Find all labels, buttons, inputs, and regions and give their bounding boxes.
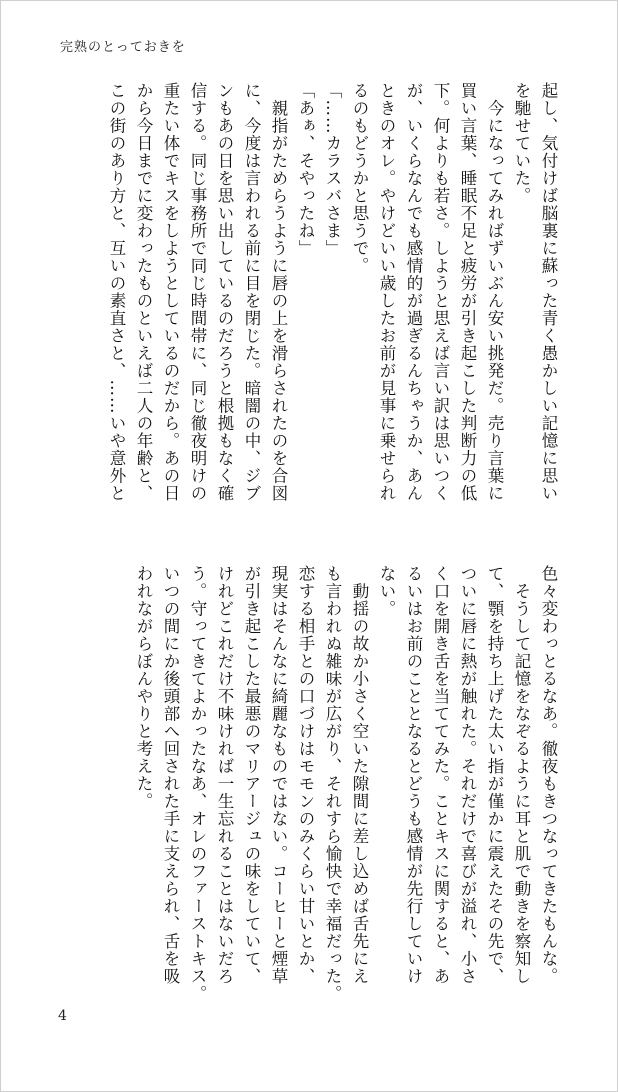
text-line: この街のあり方と、互いの素直さと、……いや意外と (107, 82, 126, 502)
text-line: が、いくらなんでも感情的が過ぎるんちゃうか、あん (404, 82, 423, 502)
lower-text-block (52, 565, 562, 1011)
text-line: ときのオレ。やけどいい歳したお前が見事に乗せられ (377, 82, 396, 502)
text-line: そうして記憶をなぞるように耳と肌で動きを察知し (512, 565, 531, 985)
text-line: ない。 (377, 565, 396, 618)
text-line: るいはお前のこととなるとどうも感情が先行していけ (404, 565, 423, 985)
text-line: 動揺の故か小さく空いた隙間に差し込めば舌先にえ (350, 565, 369, 985)
text-line: ついに唇に熱が触れた。それだけで喜びが溢れ、小さ (458, 565, 477, 985)
text-line: 親指がためらうように唇の上を滑らされたのを合図 (269, 82, 288, 502)
text-line: て、顎を持ち上げた太い指が僅かに震えたその先で、 (485, 565, 504, 985)
text-line: う。守ってきてよかったなあ、オレのファーストキス。 (188, 565, 207, 1003)
text-line: も言われぬ雑味が広がり、それすら愉快で幸福だった。 (323, 565, 342, 1003)
text-line: 色々変わっとるなあ。徹夜もきつなってきたもんな。 (539, 565, 558, 985)
text-line: 「あぁ、そやったね」 (296, 82, 315, 257)
text-line: から今日までに変わったものといえば二人の年齢と、 (134, 82, 153, 502)
text-line: が引き起こした最悪のマリアージュの味をしていて、 (242, 565, 261, 985)
text-line: るのもどうかと思うで。 (350, 82, 369, 275)
text-line: く口を開き舌を当ててみた。ことキスに関すると、あ (431, 565, 450, 985)
text-line: けれどこれだけ不味ければ一生忘れることはないだろ (215, 565, 234, 985)
text-line: 現実はそんなに綺麗なものではない。コーヒーと煙草 (269, 565, 288, 985)
text-line: いつの間にか後頭部へ回された手に支えられ、舌を吸 (161, 565, 180, 985)
text-line: 信する。同じ事務所で同じ時間帯に、同じ徹夜明けの (188, 82, 207, 502)
text-line: 買い言葉、睡眠不足と疲労が引き起こした判断力の低 (458, 82, 477, 502)
text-line: われながらぼんやりと考えた。 (134, 565, 153, 810)
upper-text-block (52, 82, 562, 528)
text-line: 恋する相手との口づけはモモンのみくらい甘いとか、 (296, 565, 315, 985)
text-line: ンもあの日を思い出しているのだろうと根拠もなく確 (215, 82, 234, 502)
text-line: 今になってみればずいぶん安い挑発だ。売り言葉に (485, 82, 504, 502)
page-number: 4 (58, 1008, 67, 1024)
running-title: 完熟のとっておきを (60, 40, 186, 55)
text-line: を馳せていた。 (512, 82, 531, 205)
text-line: に、今度は言われる前に目を閉じた。暗闇の中、ジブ (242, 82, 261, 502)
text-line: 重たい体でキスをしようとしているのだから。あの日 (161, 82, 180, 502)
text-line: 下。何よりも若さ。しようと思えば言い訳は思いつく (431, 82, 450, 502)
text-line: 「……カラスバさま」 (323, 82, 342, 257)
text-line: 起し、気付けば脳裏に蘇った青く愚かしい記憶に思い (539, 82, 558, 502)
